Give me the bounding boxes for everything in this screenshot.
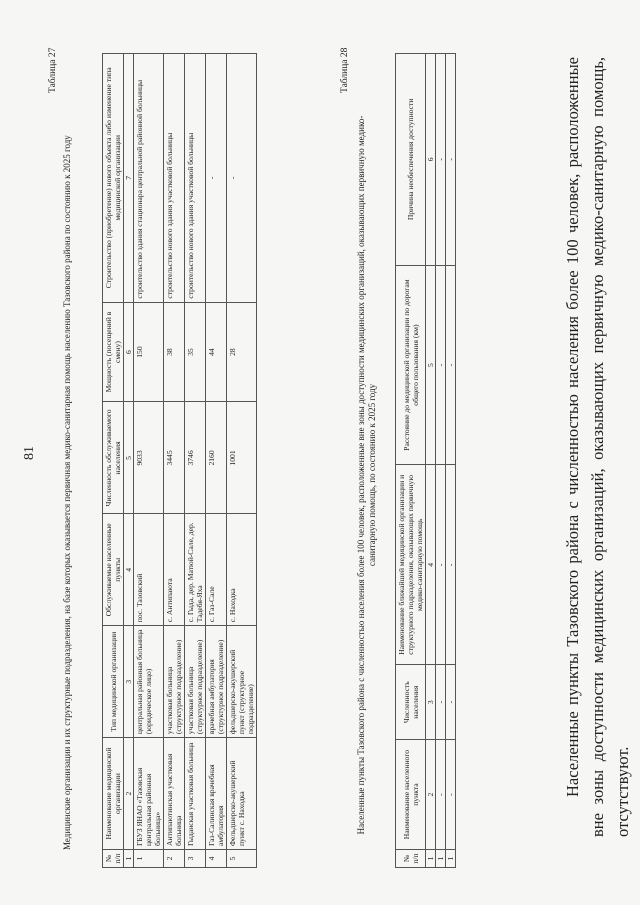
table27-cell: 3445 (164, 402, 185, 514)
table28-row (436, 54, 446, 868)
table27-row (134, 54, 164, 868)
page-number: 81 (22, 446, 37, 460)
table27-cell: 35 (185, 302, 206, 402)
table27-header-cell: Численность обслуживаемого населения (103, 402, 124, 514)
table27-cell: - (206, 54, 227, 303)
table27-col-number: 3 (124, 626, 134, 738)
table27-cell: пос. Тазовский (134, 514, 164, 626)
table27-cell: - (227, 54, 257, 303)
table27-cell: Антипаютинская участковая больница (164, 738, 185, 850)
table28-cell: - (436, 740, 446, 850)
table27-header-cell: Мощность (посещений в смену) (103, 302, 124, 402)
table28-header-cell: № п/п (396, 850, 426, 868)
table27-cell: Гыданская участковая больница (185, 738, 206, 850)
table27-cell: 9033 (134, 402, 164, 514)
table28-row (446, 54, 456, 868)
table27-cell: 3746 (185, 402, 206, 514)
table28-col-number: 1 (426, 850, 436, 868)
table27-cell: 44 (206, 302, 227, 402)
table28-header-row (396, 54, 426, 868)
table27-header-cell: № п/п (103, 850, 124, 868)
table28-cell: - (436, 665, 446, 740)
table27-cell: участковая больница (структурное подразделение) (164, 626, 185, 738)
table28-col-number: 6 (426, 54, 436, 266)
table27-cell: с. Гыда, дер. Матюй-Сале, дер. Тадебя-Яха (185, 514, 206, 626)
table28-cell: - (446, 740, 456, 850)
table27-header-cell: Строительство (приобретение) нового объекта либо изменение типа медицинской организации (103, 54, 124, 303)
table28-cell: - (446, 465, 456, 665)
table27-cell: строительство нового здания участковой больницы (164, 54, 185, 303)
table27-cell: врачебная амбулатория (структурное подразделение) (206, 626, 227, 738)
table27-cell: строительство нового здания участковой больницы (185, 54, 206, 303)
table27-cell: 1001 (227, 402, 257, 514)
table27-header-cell: Обслуживаемые населенные пункты (103, 514, 124, 626)
table28-caption: Населенные пункты Тазовского района с численностью населения более 100 человек, расположенные вне зоны доступности медицинских организаций, оказывающих первичную медико-санитарную помощь, по состоянию к 2025 году (356, 115, 377, 835)
table28-cell: - (446, 665, 456, 740)
table28-cell: - (436, 465, 446, 665)
table27-cell: с. Находка (227, 514, 257, 626)
table27-cell: 5 (227, 850, 257, 868)
table28-header-cell: Расстояние до медицинской организации по дорогам общего пользования (км) (396, 265, 426, 465)
table27-row (185, 54, 206, 868)
table27-col-number: 7 (124, 54, 134, 303)
table27-cell: участковая больница (структурное подразделение) (185, 626, 206, 738)
table27-row (164, 54, 185, 868)
table27-row (227, 54, 257, 868)
table27-cell: фельдшерско-акушерский пункт (структурное подразделение) (227, 626, 257, 738)
table28-col-number: 5 (426, 265, 436, 465)
table27-col-number: 1 (124, 850, 134, 868)
table28-col-number: 4 (426, 465, 436, 665)
table27-cell: 28 (227, 302, 257, 402)
table27-header-row (103, 54, 124, 868)
table27-header-cell: Наименование медицинской организации (103, 738, 124, 850)
table28-col-number: 3 (426, 665, 436, 740)
table27 (102, 53, 257, 868)
table27-cell: Газ-Салинская врачебная амбулатория (206, 738, 227, 850)
table27-cell: 1 (134, 850, 164, 868)
table28-label: Таблица 28 (340, 47, 350, 93)
table27-row (206, 54, 227, 868)
table27-cell: Фельдшерско-акушерский пункт с. Находка (227, 738, 257, 850)
table27-col-number: 6 (124, 302, 134, 402)
table27-cell: 38 (164, 302, 185, 402)
table28-cell: 1 (446, 850, 456, 868)
table27-caption: Медицинские организации и их структурные подразделения, на базе которых оказывается первичная медико-санитарная помощь населению Тазовского района по состоянию к 2025 году (62, 135, 72, 850)
table28-number-row (426, 54, 436, 868)
table27-cell: с. Газ-Сале (206, 514, 227, 626)
closing-statement: Населенные пункты Тазовского района с численностью населения более 100 человек, расположенные вне зоны доступности медицинских организаций, оказывающих первичную медико-санитарную помощь, отсутствуют. (563, 57, 632, 837)
table27-cell: 4 (206, 850, 227, 868)
table28-header-cell: Численность населения (396, 665, 426, 740)
table28 (395, 53, 456, 868)
table28-col-number: 2 (426, 740, 436, 850)
table27-cell: 2 (164, 850, 185, 868)
table28-cell: 1 (436, 850, 446, 868)
table27-col-number: 5 (124, 402, 134, 514)
table27-number-row (124, 54, 134, 868)
table28-cell: - (436, 265, 446, 465)
table27-cell: центральная районная больница (юридическое лицо) (134, 626, 164, 738)
table28-header-cell: Причина необеспечения доступности (396, 54, 426, 266)
table28-header-cell: Наименование населенного пункта (396, 740, 426, 850)
table27-cell: 2160 (206, 402, 227, 514)
table27-col-number: 4 (124, 514, 134, 626)
table27-cell: 3 (185, 850, 206, 868)
table27-cell: с. Антипаюта (164, 514, 185, 626)
table28-cell: - (436, 54, 446, 266)
table27-cell: строительство здания стационара центральной районной больницы (134, 54, 164, 303)
table28-cell: - (446, 54, 456, 266)
table28-header-cell: Наименование ближайшей медицинской организации и структурного подразделения, оказывающих первичную медико-санитарную помощь (396, 465, 426, 665)
table27-header-cell: Тип медицинской организации (103, 626, 124, 738)
table27-cell: ГБУЗ ЯНАО «Тазовская центральная районная больница» (134, 738, 164, 850)
table27-col-number: 2 (124, 738, 134, 850)
table27-cell: 150 (134, 302, 164, 402)
table27-label: Таблица 27 (48, 47, 58, 93)
table28-cell: - (446, 265, 456, 465)
